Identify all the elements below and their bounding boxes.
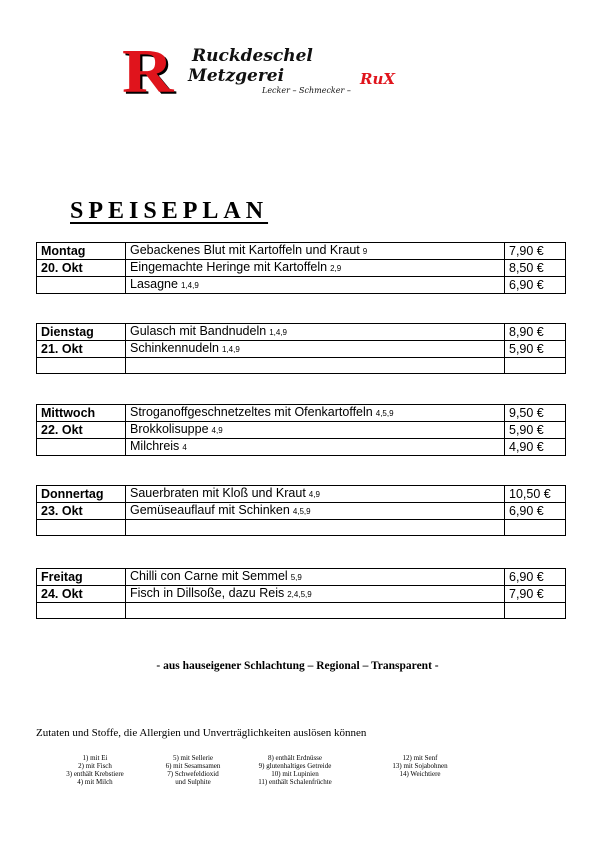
legend-item: 12) mit Senf [402,754,438,762]
slogan: - aus hauseigener Schlachtung – Regional – Transparent - [156,660,439,672]
price-cell: 10,50 € [505,486,566,503]
day-table [36,323,566,374]
menu-row [37,486,566,503]
dish-name: Sauerbraten mit Kloß und Kraut [130,486,306,500]
legend-item: 3) enthält Krebstiere [66,770,124,778]
allergy-note: Zutaten und Stoffe, die Allergien und Unverträglichkeiten auslösen können [36,727,367,739]
dish-cell [126,405,505,422]
allergen-codes: 5,9 [290,573,302,582]
menu-row [37,569,566,586]
empty-cell [37,520,126,536]
price-cell: 5,90 € [505,341,566,358]
dish-cell [126,422,505,439]
legend-item: 6) mit Sesamsamen [165,762,221,770]
logo-rux: RuX [360,70,396,88]
menu-row [37,277,566,294]
allergen-codes: 2,4,5,9 [287,590,312,599]
menu-row [37,324,566,341]
legend-item: 5) mit Sellerie [172,754,214,762]
empty-cell [37,358,126,374]
dish-name: Stroganoffgeschnetzeltes mit Ofenkartoffeln [130,405,373,419]
price-cell [505,603,566,619]
dish-name: Schinkennudeln [130,341,219,355]
allergen-codes: 4,9 [308,490,320,499]
dish-cell [126,277,505,294]
menu-row [37,358,566,374]
price-cell: 4,90 € [505,439,566,456]
legend-item: 14) Weichtiere [399,770,441,778]
price-cell: 6,90 € [505,277,566,294]
allergen-codes: 4,5,9 [292,507,311,516]
legend-item: 2) mit Fisch [78,762,112,770]
legend-item: 8) enthält Erdnüsse [267,754,323,762]
allergen-codes: 9 [362,247,368,256]
day-name: Donnertag [37,486,126,503]
allergen-codes: 1,4,9 [269,328,287,337]
legend-column [240,754,350,786]
legend-column [138,754,248,786]
dish-cell [126,569,505,586]
dish-cell [126,324,505,341]
price-cell: 9,50 € [505,405,566,422]
price-cell: 6,90 € [505,503,566,520]
allergen-codes: 1,4,9 [180,281,199,290]
allergen-codes: 4 [182,443,187,452]
logo-name: Ruckdeschel [192,46,313,66]
dish-name: Gebackenes Blut mit Kartoffeln und Kraut [130,243,360,257]
day-table [36,568,566,619]
menu-row [37,405,566,422]
empty-cell [37,277,126,294]
allergen-codes: 4,5,9 [375,409,394,418]
day-table [36,242,566,294]
dish-cell [126,486,505,503]
day-date: 24. Okt [37,586,126,603]
day-name: Dienstag [37,324,126,341]
day-date: 22. Okt [37,422,126,439]
legend-column [40,754,150,786]
menu-row [37,260,566,277]
legend-item: 1) mit Ei [82,754,108,762]
empty-cell [37,603,126,619]
dish-name: Gulasch mit Bandnudeln [130,324,267,338]
day-table [36,485,566,536]
logo-subname: Metzgerei [188,66,285,86]
allergen-codes: 2,9 [330,264,342,273]
menu-row [37,503,566,520]
dish-cell [126,260,505,277]
price-cell: 8,90 € [505,324,566,341]
menu-row [37,603,566,619]
menu-row [37,341,566,358]
legend-item: 7) Schwefeldioxid [167,770,219,778]
legend-item: 4) mit Milch [77,778,113,786]
price-cell [505,358,566,374]
dish-cell [126,358,505,374]
dish-cell [126,439,505,456]
legend-item: 13) mit Sojabohnen [392,762,448,770]
day-name: Montag [37,243,126,260]
dish-cell [126,341,505,358]
price-cell: 6,90 € [505,569,566,586]
dish-cell [126,586,505,603]
dish-name: Fisch in Dillsoße, dazu Reis [130,586,285,600]
dish-cell [126,503,505,520]
day-name: Freitag [37,569,126,586]
day-date: 20. Okt [37,260,126,277]
menu-row [37,243,566,260]
price-cell: 5,90 € [505,422,566,439]
dish-name: Gemüseauflauf mit Schinken [130,503,290,517]
dish-name: Brokkolisuppe [130,422,209,436]
legend-item: 11) enthält Schalenfrüchte [258,778,332,786]
empty-cell [37,439,126,456]
price-cell: 8,50 € [505,260,566,277]
day-table [36,404,566,456]
dish-name: Milchreis [130,439,180,453]
logo [122,38,422,106]
menu-row [37,586,566,603]
dish-name: Chilli con Carne mit Semmel [130,569,288,583]
dish-name: Eingemachte Heringe mit Kartoffeln [130,260,328,274]
menu-row [37,520,566,536]
legend-item: 9) glutenhaltiges Getreide [258,762,332,770]
legend-item: und Sulphite [175,778,211,786]
logo-letter: R [122,38,174,106]
dish-name: Lasagne [130,277,178,291]
allergen-codes: 4,9 [211,426,223,435]
price-cell: 7,90 € [505,586,566,603]
legend-column [365,754,475,778]
day-date: 21. Okt [37,341,126,358]
menu-row [37,439,566,456]
dish-cell [126,603,505,619]
logo-tagline: Lecker – Schmecker – [262,86,351,95]
day-date: 23. Okt [37,503,126,520]
day-name: Mittwoch [37,405,126,422]
price-cell [505,520,566,536]
allergen-codes: 1,4,9 [221,345,240,354]
legend-item: 10) mit Lupinien [271,770,319,778]
price-cell: 7,90 € [505,243,566,260]
dish-cell [126,520,505,536]
menu-row [37,422,566,439]
page-title: SPEISEPLAN [70,198,269,224]
dish-cell [126,243,505,260]
